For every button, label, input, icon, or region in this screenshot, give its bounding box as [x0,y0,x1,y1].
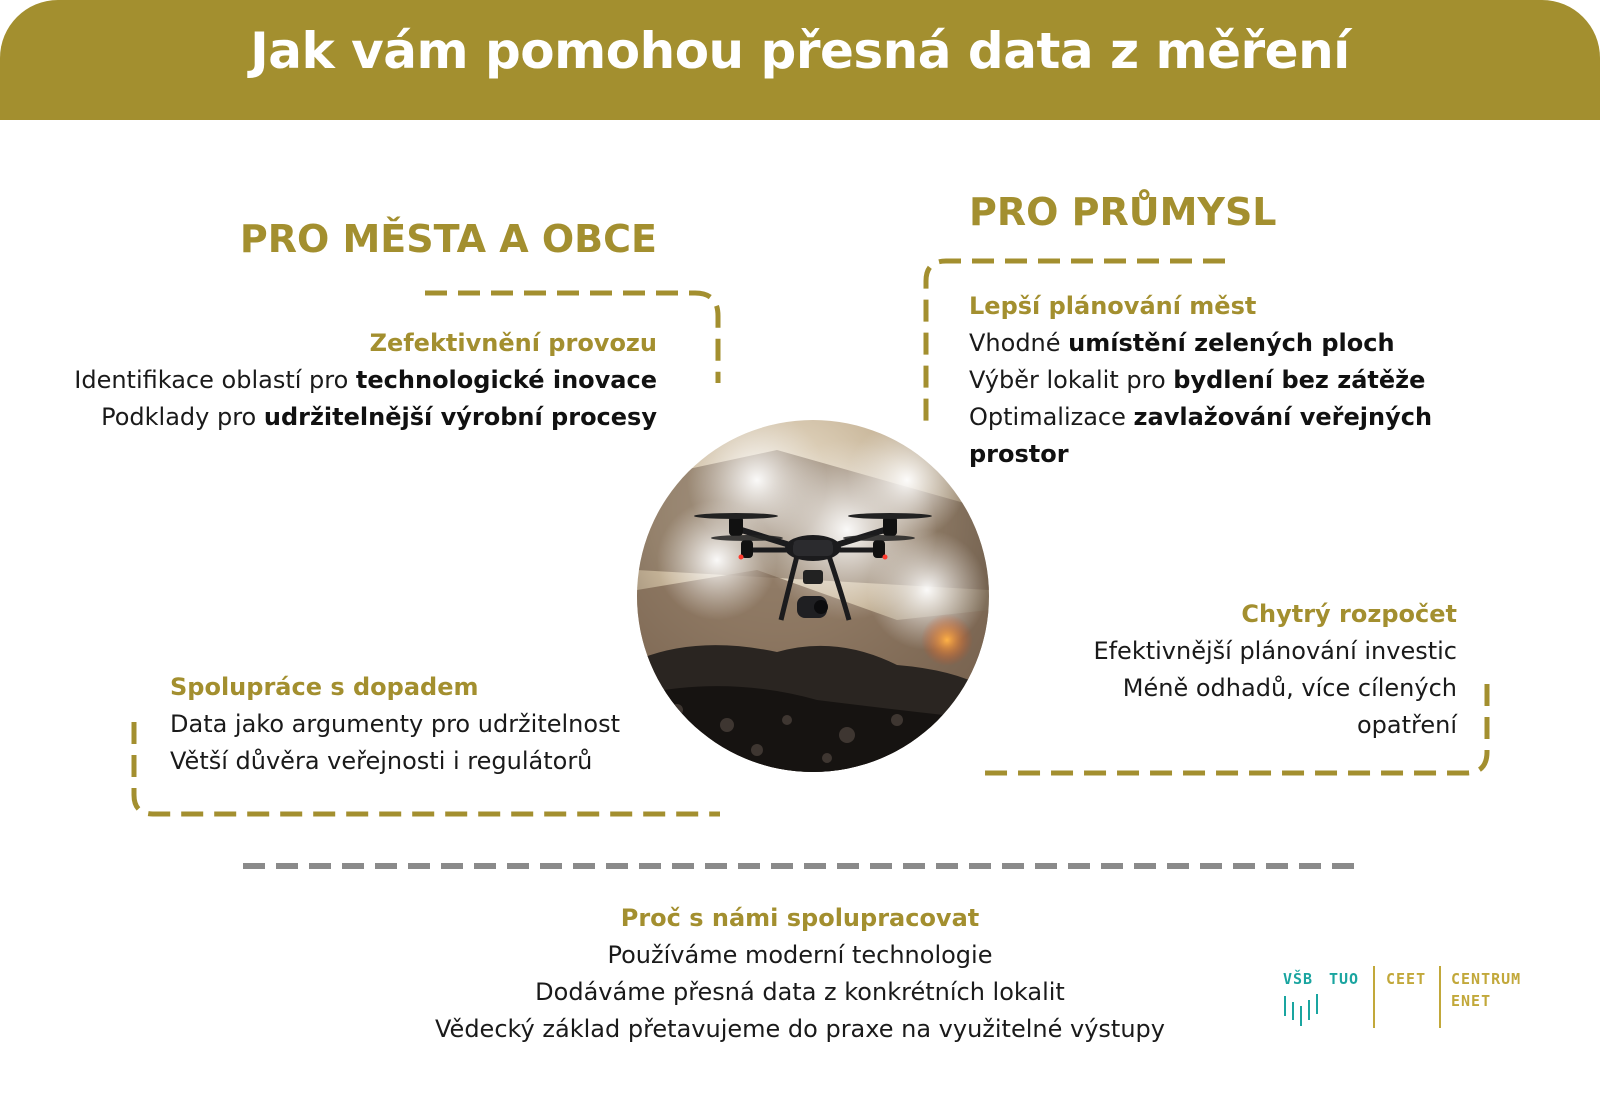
why-line-3: Vědecký základ přetavujeme do praxe na využitelné výstupy [435,1015,1165,1043]
logo-vsb: VŠB [1283,970,1314,988]
planning-line-2: Výběr lokalit pro bydlení bez zátěže [969,366,1426,394]
efficiency-line-1: Identifikace oblastí pro technologické inovace [74,366,657,394]
why-line-1: Používáme moderní technologie [607,941,993,969]
cooperation-line-2: Větší důvěra veřejnosti i regulátorů [170,747,593,775]
budget-block [1093,596,1457,744]
logo-bars-icon [1283,992,1323,1026]
planning-line-4: prostor [969,440,1069,468]
vsb-logo [1283,966,1543,1036]
planning-block [969,288,1432,473]
budget-line-2: Méně odhadů, více cílených [1122,674,1457,702]
planning-line-3: Optimalizace zavlažování veřejných [969,403,1433,431]
logo-ceet: CEET [1386,970,1427,988]
planning-title: Lepší plánování měst [969,292,1257,320]
budget-line-3: opatření [1356,711,1457,739]
cooperation-title: Spolupráce s dopadem [170,673,479,701]
budget-title: Chytrý rozpočet [1241,600,1457,628]
logo-divider-1 [1373,966,1375,1028]
logo-tuo: TUO [1329,970,1360,988]
why-line-2: Dodáváme přesná data z konkrétních lokalit [535,978,1065,1006]
logo-centrum: CENTRUM [1451,970,1522,988]
page-title: Jak vám pomohou přesná data z měření [250,22,1350,80]
logo-enet: ENET [1451,992,1492,1010]
cooperation-block [170,669,620,780]
cities-title: PRO MĚSTA A OBCE [239,217,657,261]
logo-divider-2 [1439,966,1441,1028]
cooperation-line-1: Data jako argumenty pro udržitelnost [170,710,620,738]
efficiency-title: Zefektivnění provozu [369,329,657,357]
industry-title: PRO PRŮMYSL [969,190,1277,234]
efficiency-block [74,325,657,436]
efficiency-line-2: Podklady pro udržitelnější výrobní procesy [101,403,657,431]
planning-line-1: Vhodné umístění zelených ploch [969,329,1395,357]
budget-line-1: Efektivnější plánování investic [1093,637,1457,665]
drone-photo [637,420,989,772]
why-title: Proč s námi spolupracovat [620,904,980,932]
